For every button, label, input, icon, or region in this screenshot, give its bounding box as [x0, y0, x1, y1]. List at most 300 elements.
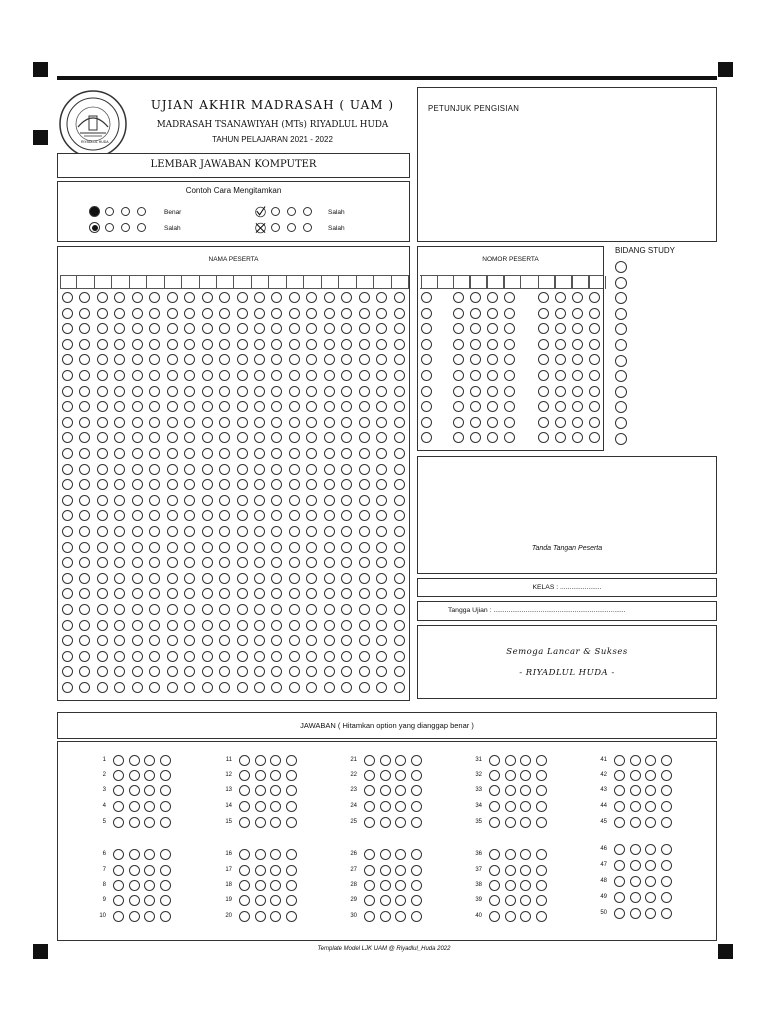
- answer-bubble-A[interactable]: [113, 880, 124, 891]
- name-bubble-O[interactable]: [254, 510, 265, 521]
- answer-bubble-A[interactable]: [614, 755, 625, 766]
- answer-bubble-A[interactable]: [113, 817, 124, 828]
- name-bubble-M[interactable]: [289, 479, 300, 490]
- number-bubble-5[interactable]: [538, 370, 549, 381]
- example-option-D[interactable]: [137, 223, 146, 232]
- name-bubble-E[interactable]: [114, 354, 125, 365]
- name-bubble-M[interactable]: [254, 479, 265, 490]
- answer-bubble-D[interactable]: [411, 801, 422, 812]
- name-bubble-Y[interactable]: [114, 666, 125, 677]
- answer-bubble-A[interactable]: [113, 895, 124, 906]
- answer-bubble-C[interactable]: [144, 770, 155, 781]
- answer-bubble-A[interactable]: [614, 876, 625, 887]
- name-bubble-W[interactable]: [306, 635, 317, 646]
- name-bubble-L[interactable]: [219, 464, 230, 475]
- number-bubble-5[interactable]: [470, 370, 481, 381]
- name-bubble-L[interactable]: [254, 464, 265, 475]
- answer-bubble-D[interactable]: [536, 880, 547, 891]
- name-bubble-V[interactable]: [97, 620, 108, 631]
- name-bubble-P[interactable]: [289, 526, 300, 537]
- name-bubble-T[interactable]: [79, 588, 90, 599]
- number-digit-box[interactable]: [470, 276, 487, 289]
- name-bubble-O[interactable]: [114, 510, 125, 521]
- answer-bubble-D[interactable]: [411, 895, 422, 906]
- answer-bubble-B[interactable]: [630, 876, 641, 887]
- name-bubble-E[interactable]: [289, 354, 300, 365]
- answer-bubble-A[interactable]: [113, 849, 124, 860]
- answer-bubble-D[interactable]: [286, 785, 297, 796]
- name-bubble-S[interactable]: [237, 573, 248, 584]
- name-bubble-M[interactable]: [114, 479, 125, 490]
- name-bubble-T[interactable]: [114, 588, 125, 599]
- name-bubble-Y[interactable]: [289, 666, 300, 677]
- name-bubble-X[interactable]: [167, 651, 178, 662]
- name-bubble-J[interactable]: [289, 432, 300, 443]
- name-bubble-R[interactable]: [97, 557, 108, 568]
- answer-bubble-C[interactable]: [520, 801, 531, 812]
- name-bubble-G[interactable]: [324, 386, 335, 397]
- answer-bubble-A[interactable]: [614, 860, 625, 871]
- answer-bubble-B[interactable]: [255, 801, 266, 812]
- answer-bubble-D[interactable]: [411, 849, 422, 860]
- subject-bubble[interactable]: [615, 308, 627, 320]
- name-bubble-P[interactable]: [149, 526, 160, 537]
- name-bubble-I[interactable]: [394, 417, 405, 428]
- answer-bubble-C[interactable]: [144, 817, 155, 828]
- name-bubble-O[interactable]: [324, 510, 335, 521]
- name-bubble-Q[interactable]: [132, 542, 143, 553]
- name-bubble-M[interactable]: [324, 479, 335, 490]
- answer-bubble-B[interactable]: [129, 755, 140, 766]
- name-bubble-T[interactable]: [341, 588, 352, 599]
- answer-bubble-C[interactable]: [520, 865, 531, 876]
- name-bubble-L[interactable]: [359, 464, 370, 475]
- answer-bubble-A[interactable]: [364, 785, 375, 796]
- name-bubble-L[interactable]: [237, 464, 248, 475]
- name-letter-box[interactable]: [269, 276, 286, 289]
- answer-bubble-A[interactable]: [489, 801, 500, 812]
- name-bubble-C[interactable]: [184, 323, 195, 334]
- answer-bubble-C[interactable]: [270, 849, 281, 860]
- signature-box[interactable]: [417, 456, 717, 574]
- answer-bubble-B[interactable]: [505, 817, 516, 828]
- name-bubble-V[interactable]: [167, 620, 178, 631]
- name-letter-box[interactable]: [374, 276, 391, 289]
- answer-bubble-D[interactable]: [536, 755, 547, 766]
- name-bubble-N[interactable]: [237, 495, 248, 506]
- answer-bubble-D[interactable]: [661, 844, 672, 855]
- name-bubble-H[interactable]: [184, 401, 195, 412]
- name-bubble-N[interactable]: [184, 495, 195, 506]
- name-bubble-Q[interactable]: [97, 542, 108, 553]
- name-bubble-I[interactable]: [289, 417, 300, 428]
- number-bubble-5[interactable]: [504, 370, 515, 381]
- name-letter-box[interactable]: [392, 276, 409, 289]
- name-bubble-G[interactable]: [271, 386, 282, 397]
- tanggal-ujian-field[interactable]: [417, 601, 717, 621]
- name-bubble-X[interactable]: [237, 651, 248, 662]
- number-bubble-7[interactable]: [538, 401, 549, 412]
- name-bubble-I[interactable]: [167, 417, 178, 428]
- answer-bubble-C[interactable]: [270, 865, 281, 876]
- name-bubble-A[interactable]: [184, 292, 195, 303]
- number-bubble-0[interactable]: [504, 292, 515, 303]
- name-bubble-A[interactable]: [97, 292, 108, 303]
- name-letter-box[interactable]: [147, 276, 164, 289]
- number-bubble-1[interactable]: [555, 308, 566, 319]
- number-bubble-4[interactable]: [453, 354, 464, 365]
- answer-bubble-C[interactable]: [520, 785, 531, 796]
- name-bubble-O[interactable]: [341, 510, 352, 521]
- name-bubble-Z[interactable]: [341, 682, 352, 693]
- number-bubble-0[interactable]: [453, 292, 464, 303]
- answer-bubble-A[interactable]: [364, 849, 375, 860]
- name-bubble-N[interactable]: [62, 495, 73, 506]
- name-bubble-Y[interactable]: [237, 666, 248, 677]
- subject-bubble[interactable]: [615, 261, 627, 273]
- subject-bubble[interactable]: [615, 277, 627, 289]
- name-bubble-W[interactable]: [132, 635, 143, 646]
- answer-bubble-A[interactable]: [489, 755, 500, 766]
- name-bubble-G[interactable]: [219, 386, 230, 397]
- name-bubble-H[interactable]: [324, 401, 335, 412]
- answer-bubble-D[interactable]: [661, 785, 672, 796]
- name-bubble-E[interactable]: [132, 354, 143, 365]
- name-bubble-A[interactable]: [271, 292, 282, 303]
- answer-bubble-B[interactable]: [255, 817, 266, 828]
- name-bubble-N[interactable]: [149, 495, 160, 506]
- answer-bubble-C[interactable]: [395, 801, 406, 812]
- number-bubble-3[interactable]: [555, 339, 566, 350]
- answer-bubble-B[interactable]: [255, 895, 266, 906]
- name-bubble-M[interactable]: [271, 479, 282, 490]
- name-bubble-D[interactable]: [149, 339, 160, 350]
- answer-bubble-A[interactable]: [614, 785, 625, 796]
- answer-bubble-C[interactable]: [520, 817, 531, 828]
- answer-bubble-D[interactable]: [661, 892, 672, 903]
- answer-bubble-D[interactable]: [286, 770, 297, 781]
- name-bubble-N[interactable]: [114, 495, 125, 506]
- answer-bubble-C[interactable]: [645, 908, 656, 919]
- name-bubble-H[interactable]: [254, 401, 265, 412]
- name-bubble-H[interactable]: [341, 401, 352, 412]
- name-bubble-O[interactable]: [289, 510, 300, 521]
- name-bubble-V[interactable]: [149, 620, 160, 631]
- name-bubble-B[interactable]: [254, 308, 265, 319]
- name-bubble-S[interactable]: [376, 573, 387, 584]
- name-bubble-Z[interactable]: [271, 682, 282, 693]
- name-bubble-A[interactable]: [219, 292, 230, 303]
- name-bubble-H[interactable]: [306, 401, 317, 412]
- name-bubble-O[interactable]: [62, 510, 73, 521]
- name-bubble-K[interactable]: [149, 448, 160, 459]
- name-bubble-M[interactable]: [202, 479, 213, 490]
- answer-bubble-C[interactable]: [144, 785, 155, 796]
- answer-bubble-C[interactable]: [144, 801, 155, 812]
- name-bubble-L[interactable]: [114, 464, 125, 475]
- answer-bubble-A[interactable]: [489, 865, 500, 876]
- answer-bubble-A[interactable]: [489, 785, 500, 796]
- answer-bubble-D[interactable]: [160, 880, 171, 891]
- name-letter-box[interactable]: [287, 276, 304, 289]
- name-bubble-V[interactable]: [237, 620, 248, 631]
- answer-bubble-C[interactable]: [645, 876, 656, 887]
- name-bubble-R[interactable]: [271, 557, 282, 568]
- name-bubble-K[interactable]: [289, 448, 300, 459]
- name-letter-box[interactable]: [339, 276, 356, 289]
- answer-bubble-A[interactable]: [364, 801, 375, 812]
- name-bubble-F[interactable]: [359, 370, 370, 381]
- answer-bubble-D[interactable]: [286, 911, 297, 922]
- name-bubble-T[interactable]: [394, 588, 405, 599]
- name-bubble-D[interactable]: [254, 339, 265, 350]
- answer-bubble-C[interactable]: [395, 755, 406, 766]
- name-bubble-E[interactable]: [97, 354, 108, 365]
- name-bubble-Y[interactable]: [62, 666, 73, 677]
- answer-bubble-B[interactable]: [255, 911, 266, 922]
- name-bubble-I[interactable]: [219, 417, 230, 428]
- name-bubble-N[interactable]: [359, 495, 370, 506]
- name-bubble-O[interactable]: [132, 510, 143, 521]
- number-bubble-5[interactable]: [453, 370, 464, 381]
- name-bubble-D[interactable]: [97, 339, 108, 350]
- number-bubble-1[interactable]: [538, 308, 549, 319]
- name-bubble-H[interactable]: [219, 401, 230, 412]
- name-bubble-S[interactable]: [254, 573, 265, 584]
- name-bubble-D[interactable]: [114, 339, 125, 350]
- answer-bubble-B[interactable]: [255, 849, 266, 860]
- name-bubble-R[interactable]: [149, 557, 160, 568]
- name-bubble-D[interactable]: [237, 339, 248, 350]
- answer-bubble-B[interactable]: [255, 880, 266, 891]
- name-bubble-K[interactable]: [79, 448, 90, 459]
- example-option-D[interactable]: [137, 207, 146, 216]
- name-bubble-O[interactable]: [167, 510, 178, 521]
- name-bubble-C[interactable]: [359, 323, 370, 334]
- name-bubble-Z[interactable]: [202, 682, 213, 693]
- name-bubble-Y[interactable]: [271, 666, 282, 677]
- subject-bubble[interactable]: [615, 386, 627, 398]
- name-bubble-X[interactable]: [184, 651, 195, 662]
- name-bubble-D[interactable]: [202, 339, 213, 350]
- name-bubble-W[interactable]: [271, 635, 282, 646]
- name-bubble-M[interactable]: [219, 479, 230, 490]
- number-digit-box[interactable]: [504, 276, 521, 289]
- name-bubble-A[interactable]: [167, 292, 178, 303]
- name-bubble-B[interactable]: [237, 308, 248, 319]
- example-option-D[interactable]: [303, 207, 312, 216]
- answer-bubble-B[interactable]: [630, 908, 641, 919]
- name-bubble-F[interactable]: [376, 370, 387, 381]
- number-bubble-2[interactable]: [538, 323, 549, 334]
- answer-bubble-C[interactable]: [395, 880, 406, 891]
- answer-bubble-B[interactable]: [129, 849, 140, 860]
- name-bubble-T[interactable]: [97, 588, 108, 599]
- answer-bubble-B[interactable]: [380, 770, 391, 781]
- name-bubble-U[interactable]: [114, 604, 125, 615]
- number-bubble-4[interactable]: [555, 354, 566, 365]
- name-bubble-H[interactable]: [271, 401, 282, 412]
- name-bubble-C[interactable]: [114, 323, 125, 334]
- name-bubble-B[interactable]: [219, 308, 230, 319]
- number-bubble-8[interactable]: [572, 417, 583, 428]
- name-bubble-C[interactable]: [132, 323, 143, 334]
- name-bubble-H[interactable]: [376, 401, 387, 412]
- number-bubble-8[interactable]: [589, 417, 600, 428]
- name-bubble-W[interactable]: [394, 635, 405, 646]
- name-bubble-O[interactable]: [237, 510, 248, 521]
- name-bubble-Y[interactable]: [167, 666, 178, 677]
- number-bubble-2[interactable]: [421, 323, 432, 334]
- number-bubble-1[interactable]: [589, 308, 600, 319]
- name-bubble-P[interactable]: [341, 526, 352, 537]
- number-bubble-0[interactable]: [421, 292, 432, 303]
- name-bubble-W[interactable]: [324, 635, 335, 646]
- answer-bubble-A[interactable]: [614, 908, 625, 919]
- name-bubble-I[interactable]: [376, 417, 387, 428]
- name-bubble-M[interactable]: [394, 479, 405, 490]
- number-bubble-2[interactable]: [453, 323, 464, 334]
- name-bubble-B[interactable]: [62, 308, 73, 319]
- answer-bubble-B[interactable]: [380, 911, 391, 922]
- name-bubble-Z[interactable]: [219, 682, 230, 693]
- answer-bubble-A[interactable]: [113, 865, 124, 876]
- name-bubble-A[interactable]: [237, 292, 248, 303]
- name-bubble-A[interactable]: [394, 292, 405, 303]
- name-bubble-G[interactable]: [62, 386, 73, 397]
- name-bubble-K[interactable]: [202, 448, 213, 459]
- name-bubble-R[interactable]: [132, 557, 143, 568]
- number-bubble-4[interactable]: [487, 354, 498, 365]
- name-bubble-R[interactable]: [219, 557, 230, 568]
- name-bubble-L[interactable]: [306, 464, 317, 475]
- answer-bubble-D[interactable]: [536, 849, 547, 860]
- answer-bubble-A[interactable]: [113, 785, 124, 796]
- name-letter-box[interactable]: [130, 276, 147, 289]
- answer-bubble-A[interactable]: [239, 911, 250, 922]
- subject-bubble[interactable]: [615, 339, 627, 351]
- answer-bubble-C[interactable]: [645, 817, 656, 828]
- name-bubble-C[interactable]: [219, 323, 230, 334]
- name-bubble-T[interactable]: [62, 588, 73, 599]
- name-bubble-N[interactable]: [341, 495, 352, 506]
- name-bubble-Y[interactable]: [184, 666, 195, 677]
- name-bubble-F[interactable]: [254, 370, 265, 381]
- name-bubble-X[interactable]: [306, 651, 317, 662]
- name-bubble-E[interactable]: [184, 354, 195, 365]
- answer-bubble-B[interactable]: [255, 770, 266, 781]
- name-bubble-V[interactable]: [306, 620, 317, 631]
- answer-bubble-C[interactable]: [520, 911, 531, 922]
- example-option-B[interactable]: [271, 207, 280, 216]
- name-bubble-D[interactable]: [359, 339, 370, 350]
- answer-bubble-C[interactable]: [520, 770, 531, 781]
- name-bubble-F[interactable]: [306, 370, 317, 381]
- answer-bubble-C[interactable]: [645, 801, 656, 812]
- name-bubble-Q[interactable]: [341, 542, 352, 553]
- name-bubble-W[interactable]: [219, 635, 230, 646]
- answer-bubble-A[interactable]: [364, 770, 375, 781]
- name-bubble-S[interactable]: [341, 573, 352, 584]
- name-bubble-R[interactable]: [62, 557, 73, 568]
- name-bubble-Q[interactable]: [114, 542, 125, 553]
- name-bubble-K[interactable]: [359, 448, 370, 459]
- name-bubble-J[interactable]: [324, 432, 335, 443]
- name-bubble-P[interactable]: [184, 526, 195, 537]
- name-bubble-A[interactable]: [289, 292, 300, 303]
- name-bubble-U[interactable]: [97, 604, 108, 615]
- name-bubble-L[interactable]: [202, 464, 213, 475]
- name-bubble-I[interactable]: [359, 417, 370, 428]
- name-bubble-F[interactable]: [132, 370, 143, 381]
- name-bubble-J[interactable]: [132, 432, 143, 443]
- name-bubble-V[interactable]: [289, 620, 300, 631]
- answer-bubble-A[interactable]: [489, 770, 500, 781]
- name-bubble-A[interactable]: [114, 292, 125, 303]
- number-digit-box[interactable]: [555, 276, 572, 289]
- name-bubble-X[interactable]: [376, 651, 387, 662]
- number-digit-box[interactable]: [538, 276, 555, 289]
- answer-bubble-D[interactable]: [286, 849, 297, 860]
- name-bubble-Q[interactable]: [359, 542, 370, 553]
- answer-bubble-B[interactable]: [380, 849, 391, 860]
- example-option-C[interactable]: [287, 207, 296, 216]
- name-bubble-T[interactable]: [149, 588, 160, 599]
- name-bubble-U[interactable]: [289, 604, 300, 615]
- number-digit-box[interactable]: [589, 276, 606, 289]
- kelas-field[interactable]: [417, 578, 717, 597]
- name-bubble-E[interactable]: [79, 354, 90, 365]
- name-bubble-U[interactable]: [237, 604, 248, 615]
- name-bubble-L[interactable]: [79, 464, 90, 475]
- name-bubble-C[interactable]: [306, 323, 317, 334]
- name-bubble-X[interactable]: [394, 651, 405, 662]
- answer-bubble-B[interactable]: [630, 817, 641, 828]
- name-bubble-X[interactable]: [271, 651, 282, 662]
- answer-bubble-C[interactable]: [645, 785, 656, 796]
- name-bubble-W[interactable]: [149, 635, 160, 646]
- number-bubble-8[interactable]: [453, 417, 464, 428]
- name-bubble-E[interactable]: [202, 354, 213, 365]
- answer-bubble-B[interactable]: [630, 801, 641, 812]
- name-bubble-K[interactable]: [114, 448, 125, 459]
- answer-bubble-D[interactable]: [411, 755, 422, 766]
- name-bubble-F[interactable]: [167, 370, 178, 381]
- name-bubble-V[interactable]: [184, 620, 195, 631]
- answer-bubble-A[interactable]: [489, 880, 500, 891]
- number-bubble-9[interactable]: [421, 432, 432, 443]
- name-bubble-Y[interactable]: [202, 666, 213, 677]
- number-bubble-9[interactable]: [555, 432, 566, 443]
- name-bubble-A[interactable]: [376, 292, 387, 303]
- name-bubble-S[interactable]: [62, 573, 73, 584]
- name-letter-box[interactable]: [200, 276, 217, 289]
- name-bubble-J[interactable]: [254, 432, 265, 443]
- name-bubble-B[interactable]: [202, 308, 213, 319]
- answer-bubble-D[interactable]: [160, 770, 171, 781]
- name-bubble-Q[interactable]: [219, 542, 230, 553]
- answer-bubble-C[interactable]: [144, 755, 155, 766]
- name-bubble-W[interactable]: [376, 635, 387, 646]
- name-letter-box[interactable]: [357, 276, 374, 289]
- name-bubble-X[interactable]: [341, 651, 352, 662]
- name-bubble-Y[interactable]: [394, 666, 405, 677]
- number-bubble-5[interactable]: [589, 370, 600, 381]
- answer-bubble-B[interactable]: [505, 801, 516, 812]
- number-bubble-7[interactable]: [589, 401, 600, 412]
- answer-bubble-D[interactable]: [536, 785, 547, 796]
- number-bubble-6[interactable]: [555, 386, 566, 397]
